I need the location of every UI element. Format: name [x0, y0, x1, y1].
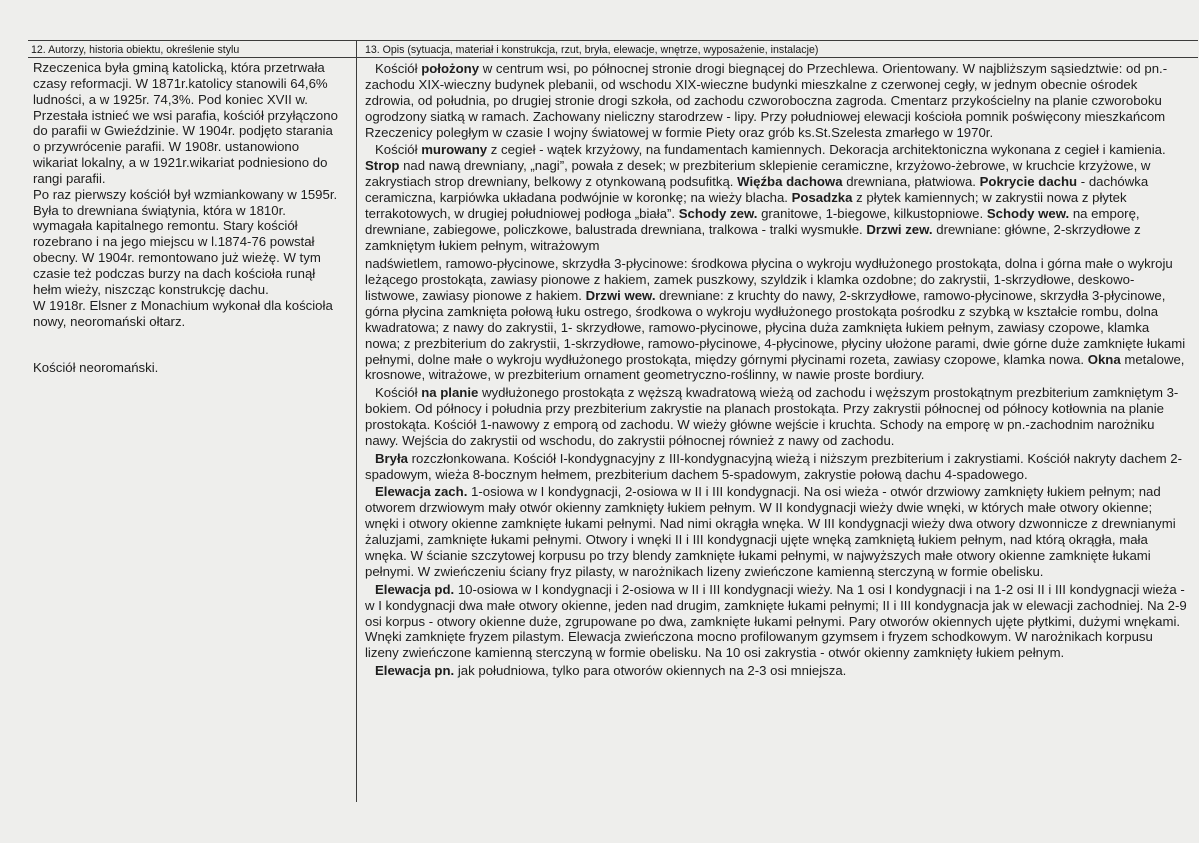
text-run: Kościół [375, 385, 422, 401]
column-divider [356, 40, 357, 802]
keyword: Pokrycie dachu [979, 174, 1078, 190]
text-run: - dachówka ceramiczna, karpiówka układana podwójnie w koronkę; na wieży blacha. [365, 174, 1149, 206]
doors-paragraph [365, 256, 1187, 384]
text-run: drewniana, płatwiowa. [842, 174, 980, 190]
keyword: murowany [421, 142, 488, 158]
keyword: Drzwi wew. [585, 287, 656, 303]
text-run: drewniane: główne, 2-skrzydłowe z zamkniętym łukiem pełnym, witrażowym [365, 222, 1141, 254]
history-column [33, 60, 343, 376]
keyword: na planie [421, 385, 479, 401]
text-run: 10-osiowa w I kondygnacji i 2-osiowa w II i III kondygnacji wieży. Na 1 osi I kondygnacji i na 1-2 osi II i III kondygnacji wieża - w I kondygnacji dwa małe otwory okienne, jeden nad drugim, zamknięte łukami pełnymi; II i III kondygnacja jak w elewacji zachodniej. Na 2-9 osi korpus - otwory okienne duże, zgrupowane po dwa, zamknięte łukami pełnymi. Pary otworów okiennych ujęte płytkimi, dużymi wnękami. Wnęki zamknięte fryzem pilastym. Elewacja zwieńczona mocno profilowanym gzymsem i fryzem schodkowym. W narożnikach korpusu lizeny zwieńczone kamienną sterczyną w formie obelisku. Na 10 osi zakrystia - otwór okienny zamknięty łukiem pełnym. [365, 581, 1187, 661]
church-paragraph: Po raz pierwszy kościół był wzmiankowany w 1595r. Była to drewniana świątynia, która w 1810r. wymagała kapitalnego remontu. Stary kościół rozebrano i na jego miejscu w l.1874-76 powstał obecny. W 1904r. remontowano już wieżę. W tym czasie też podczas burzy na dach kościoła runął hełm wieży, niszcząc konstrukcję dachu. [33, 186, 338, 297]
keyword: Posadzka [791, 190, 853, 206]
keyword: Okna [1087, 351, 1121, 367]
materials-paragraph [365, 142, 1187, 254]
text-run: w centrum wsi, po północnej stronie drogi biegnącej do Przechlewa. Orientowany. W najbliższym sąsiedztwie: od pn.-zachodu XIX-wieczny budynek plebanii, od wschodu XIX-wieczne budynki mieszkalne z czerwonej cegły, w jednym obecnie ośrodek zdrowia, od południa, po drugiej stronie drogi szkoła, od zachodu czworoboczna zagroda. Cmentarz przykościelny na planie czworoboku ogrodzony siatką w ramach. Zachowany nieliczny starodrzew - lipy. Przy południowej elewacji kościoła pomnik poświęcony mieszkańcom Rzeczenicy poległym w czasie I wojny światowej w formie Piety oraz grób ks.St.Szelesta zmarłego w 1970r. [365, 61, 1168, 140]
history-paragraph: Rzeczenica była gminą katolicką, która przetrwała czasy reformacji. W 1871r.katolicy stanowili 64,6% ludności, a w 1925r. 74,3%. Pod koniec XVII w. Przestała istnieć we wsi parafia, kościół przyłączono do parafii w Gwieździnie. W 1904r. podjęto starania o przywrócenie parafii. W 1908r. ustanowiono wikariat lokalny, a w 1921r.wikariat podniesiono do rangi parafii. [33, 60, 338, 186]
keyword: Schody wew. [986, 206, 1070, 222]
text-run: metalowe, krosnowe, witrażowe, w prezbiterium ornament geometryczno-roślinny, w nawie proste bordiury. [365, 351, 1185, 383]
mass-paragraph [365, 451, 1187, 483]
header-description: 13. Opis (sytuacja, materiał i konstrukcja, rzut, bryła, elewacje, wnętrze, wyposażenie, instalacje) [365, 44, 819, 56]
keyword: położony [421, 61, 480, 76]
location-paragraph [365, 61, 1187, 141]
keyword: Drzwi zew. [866, 222, 933, 238]
text-run: wydłużonego prostokąta z węższą kwadratową wieżą od zachodu i węższym prostokątnym prezbiterium zamkniętym 3-bokiem. Od północy i południa przy prezbiterium zakrystie na planach prostokąta. Przy zakrystii północnej od północy kotłownia na planie prostokąta. Kościół 1-nawowy z emporą od zachodu. W wieży główne wejście i kruchta. Schody na emporę w pn.-zachodnim narożniku nawy. Wejścia do zakrystii od wschodu, do zakrystii północnej również z nawy od zachodu. [365, 385, 1179, 448]
keyword: Więźba dachowa [737, 174, 843, 190]
header-authors-history: 12. Autorzy, historia obiektu, określenie stylu [31, 44, 240, 56]
text-run: Kościół [375, 61, 422, 76]
text-run: rozczłonkowana. Kościół I-kondygnacyjny z III-kondygnacyjną wieżą i niższym prezbiterium i zakrystiami. Kościół nakryty dachem 2-spadowym, wieża 8-bocznym hełmem, prezbiterium dachem 5-spadowym, zakrystie połową dachu 4-spadowego. [365, 450, 1182, 482]
text-run: z cegieł - wątek krzyżowy, na fundamentach kamiennych. Dekoracja architektoniczna wykonana z cegieł i kamienia. [487, 142, 1166, 158]
text-run: drewniane: z kruchty do nawy, 2-skrzydłowe, ramowo-płycinowe, skrzydła 3-płycinowe, górna płycina zamknięta połową łuku ostrego, środkowa o wykroju wydłużonego prostokąta pośrodku z szybką w kształcie rombu, dolna kwadratowa; z nawy do zakrystii, 1- skrzydłowe, ramowo-płycinowe, płycina duża zamknięta łukiem pełnym, zawiasy czopowe, klamka nowa; z prezbiterium do zakrystii, 1-skrzydłowe, ramowo-płycinowe, 4-płycinowe, płyciny ułożone parami, dwie górne duże zamknięte łukami pełnymi, dolne małe o wykroju wydłużonego prostokąta, między górnymi płycinami rozeta, zawiasy czopowe, klamka nowa. [365, 287, 1186, 367]
header-rule [28, 57, 1198, 58]
text-run: nadświetlem, ramowo-płycinowe, skrzydła 3-płycinowe: środkowa płycina o wykroju wydłużonego prostokąta, dolna i górna małe o wykroju leżącego prostokąta, zawiasy pionowe z hakiem, zamek puszkowy, szyldzik i klamka ozdobne; do zakrystii, 1-skrzydłowe, deskowo-listwowe, zawiasy pionowe z hakiem. [365, 255, 1173, 303]
text-run: 1-osiowa w I kondygnacji, 2-osiowa w II i III kondygnacji. Na osi wieża - otwór drzwiowy zamknięty łukiem pełnym; nad otworem drzwiowym mały otwór okienny zamknięty łukiem pełnym. W II kondygnacji wieży dwie wnęki, w których małe otwory okienne; wnęki i otwory okienne zamknięte łukami pełnymi. Nad nimi okrągła wnęka. W III kondygnacji wieży dwa otwory dzwonnicze z drewnianymi żaluzjami, zamknięte łukami pełnymi. Otwory i wnęki II i III kondygnacji ujęte wnęką zamkniętą łukiem pełnym, nad którą okrągła, mała wnęka. W ścianie szczytowej korpusu po trzy blendy zamknięte łukami pełnymi, w najwyższych małe otwory okienne zamknięte łukami pełnymi. W zwieńczeniu ściany fryz pilasty, w narożnikach lizeny zwieńczone kamienną sterczyną w formie obelisku. [365, 484, 1176, 579]
keyword: Strop [365, 158, 400, 174]
text-run: jak południowa, tylko para otworów okiennych na 2-3 osi mniejsza. [454, 663, 847, 679]
text-run: z płytek kamiennych; w zakrystii nowa z płytek terrakotowych, w drugiej południowej podłoga „biała”. [365, 190, 1127, 222]
altar-paragraph: W 1918r. Elsner z Monachium wykonał dla kościoła nowy, neoromański ołtarz. [33, 297, 333, 329]
south-elevation-paragraph [365, 582, 1187, 662]
keyword: Elewacja pd. [375, 581, 455, 597]
text-run: na emporę, drewniane, zabiegowe, policzkowe, balustrada drewniana, tralkowa - tralki wysmukłe. [365, 206, 1140, 238]
keyword: Schody zew. [678, 206, 758, 222]
style-paragraph: Kościół neoromański. [33, 360, 159, 376]
keyword: Elewacja zach. [375, 484, 468, 500]
text-run: granitowe, 1-biegowe, kilkustopniowe. [757, 206, 987, 222]
text-run: nad nawą drewniany, „nagi”, powała z desek; w prezbiterium sklepienie ceramiczne, krzyżowo-żebrowe, w kruchcie krzyżowe, w zakrystiach strop drewniany, belkowy z otynkowaną podsufitką. [365, 158, 1151, 190]
keyword: Bryła [375, 450, 408, 466]
north-elevation-paragraph [365, 663, 1187, 679]
west-elevation-paragraph [365, 484, 1187, 580]
text-run: Kościół [375, 142, 422, 158]
description-column [365, 61, 1187, 681]
spacer [33, 329, 343, 360]
top-rule [28, 40, 1198, 41]
plan-paragraph [365, 385, 1187, 449]
keyword: Elewacja pn. [375, 663, 455, 679]
